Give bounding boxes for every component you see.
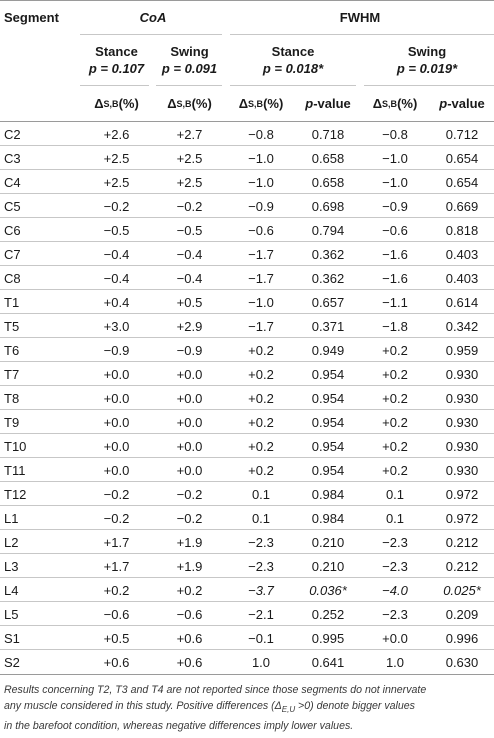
pvalue-rest: -value xyxy=(313,96,351,111)
coa-stance-cell: +0.0 xyxy=(103,462,130,478)
delta-unit: (%) xyxy=(191,96,212,111)
coa-swing-cell: +0.0 xyxy=(176,366,203,382)
fwhm-stance-pvalue-cell: 0.210 xyxy=(311,558,345,574)
fwhm-stance-pvalue-cell: 0.371 xyxy=(311,318,345,334)
coa-swing-cell: +1.9 xyxy=(176,534,203,550)
segment-cell: L4 xyxy=(4,582,19,598)
coa-stance-cell: +0.0 xyxy=(103,438,130,454)
coa-stance-cell: +1.7 xyxy=(103,534,130,550)
fwhm-swing-pvalue-cell: 0.403 xyxy=(445,270,479,286)
segment-cell: S1 xyxy=(4,630,20,646)
segment-cell: C8 xyxy=(4,270,21,286)
coa-swing-header xyxy=(153,35,226,85)
coa-swing-cell: +0.6 xyxy=(176,654,203,670)
segment-cell: C6 xyxy=(4,222,21,238)
fwhm-swing-delta-cell: −1.6 xyxy=(382,270,408,286)
fwhm-swing-pvalue-cell: 0.930 xyxy=(445,366,479,382)
table-row xyxy=(0,410,494,434)
fwhm-stance-delta-cell: +0.2 xyxy=(248,462,274,478)
table-row xyxy=(0,458,494,482)
delta-sub: S,B xyxy=(382,98,398,109)
fwhm-swing-header xyxy=(360,35,494,85)
fwhm-swing-delta-cell: +0.2 xyxy=(382,390,408,406)
segment-cell: T8 xyxy=(4,390,20,406)
fwhm-swing-delta-cell: −1.0 xyxy=(382,150,408,166)
fwhm-swing-pvalue-cell: 0.712 xyxy=(445,126,479,142)
pvalue-p: p xyxy=(439,96,448,111)
coa-stance-cell: +1.7 xyxy=(103,558,130,574)
fwhm-stance-pvalue-cell: 0.995 xyxy=(311,630,345,646)
coa-swing-cell: +0.0 xyxy=(176,414,203,430)
table-row xyxy=(0,602,494,626)
segment-cell: T6 xyxy=(4,342,20,358)
coa-header: CoA xyxy=(139,10,167,25)
coa-swing-cell: +0.2 xyxy=(176,582,203,598)
caption-line-2b: >0) denote bigger values xyxy=(295,700,415,712)
coa-stance-cell: +2.6 xyxy=(103,126,130,142)
fwhm-swing-delta-cell: 1.0 xyxy=(385,654,405,670)
segment-cell: T9 xyxy=(4,414,20,430)
delta-sub: S,B xyxy=(176,98,192,109)
coa-stance-cell: +0.0 xyxy=(103,366,130,382)
fwhm-stance-pvalue: p = 0.018* xyxy=(262,61,324,76)
fwhm-swing-pvalue-cell: 0.654 xyxy=(445,174,479,190)
fwhm-swing-delta-cell: −4.0 xyxy=(382,582,408,598)
fwhm-stance-pvalue-cell: 0.362 xyxy=(311,270,345,286)
segment-cell: T5 xyxy=(4,318,20,334)
segment-header: Segment xyxy=(4,10,59,25)
coa-stance-cell: −0.2 xyxy=(103,510,130,526)
table-row xyxy=(0,290,494,314)
coa-stance-cell: −0.5 xyxy=(103,222,130,238)
fwhm-stance-delta-cell: −1.0 xyxy=(248,150,274,166)
delta-symbol: Δ xyxy=(94,96,104,111)
fwhm-swing-pvalue-cell: 0.342 xyxy=(445,318,479,334)
fwhm-stance-delta-cell: −2.1 xyxy=(248,606,274,622)
fwhm-stance-pvalue-cell: 0.984 xyxy=(311,510,345,526)
table-row xyxy=(0,194,494,218)
table-caption xyxy=(4,682,492,734)
coa-stance-cell: +0.0 xyxy=(103,390,130,406)
table-row xyxy=(0,506,494,530)
coa-stance-cell: −0.4 xyxy=(103,270,130,286)
fwhm-swing-delta-cell: −0.6 xyxy=(382,222,408,238)
table-row xyxy=(0,554,494,578)
fwhm-swing-pvalue-cell: 0.669 xyxy=(445,198,479,214)
segment-cell: S2 xyxy=(4,654,20,670)
caption-line-3: in the barefoot condition, whereas negative differences imply lower values. xyxy=(4,720,354,733)
fwhm-swing-pvalue: p = 0.019* xyxy=(396,61,458,76)
segment-cell: C2 xyxy=(4,126,21,142)
fwhm-stance-delta-cell: +0.2 xyxy=(248,414,274,430)
table-row xyxy=(0,362,494,386)
fwhm-stance-pvalue-cell: 0.036* xyxy=(309,582,347,598)
fwhm-swing-delta-cell: +0.2 xyxy=(382,342,408,358)
fwhm-swing-pvalue-cell: 0.930 xyxy=(445,414,479,430)
fwhm-stance-pvalue-cell: 0.794 xyxy=(311,222,345,238)
coa-stance-pvalue: p = 0.107 xyxy=(88,61,145,76)
fwhm-stance-delta-cell: −3.7 xyxy=(248,582,274,598)
segment-cell: C4 xyxy=(4,174,21,190)
fwhm-stance-pvalue-cell: 0.718 xyxy=(311,126,345,142)
fwhm-swing-delta-cell: +0.0 xyxy=(382,630,408,646)
delta-symbol: Δ xyxy=(238,96,249,111)
caption-line-1: Results concerning T2, T3 and T4 are not reported since those segments do not innervate xyxy=(4,684,427,696)
fwhm-stance-delta-cell: −0.8 xyxy=(248,126,274,142)
fwhm-swing-pvalue-cell: 0.654 xyxy=(445,150,479,166)
fwhm-stance-pvalue-cell: 0.658 xyxy=(311,150,345,166)
coa-stance-cell: −0.9 xyxy=(103,342,130,358)
fwhm-stance-delta-cell: −1.0 xyxy=(248,294,274,310)
segment-cell: C3 xyxy=(4,150,21,166)
segment-cell: T11 xyxy=(4,462,26,478)
fwhm-swing-pvalue-cell: 0.930 xyxy=(445,438,479,454)
table-row xyxy=(0,650,494,674)
coa-swing-cell: −0.6 xyxy=(176,606,203,622)
coa-swing-cell: −0.2 xyxy=(176,510,203,526)
segment-cell: T1 xyxy=(4,294,20,310)
fwhm-stance-delta-cell: −0.9 xyxy=(248,198,274,214)
coa-swing-delta-header xyxy=(153,86,226,121)
coa-swing-cell: +0.0 xyxy=(176,462,203,478)
fwhm-stance-pvalue-cell: 0.984 xyxy=(311,486,345,502)
coa-stance-cell: −0.2 xyxy=(103,486,130,502)
coa-swing-cell: +2.9 xyxy=(176,318,203,334)
fwhm-stance-pvalue-cell: 0.954 xyxy=(311,366,345,382)
coa-swing-cell: +2.5 xyxy=(176,150,203,166)
fwhm-stance-delta-cell: +0.2 xyxy=(248,438,274,454)
fwhm-stance-delta-header xyxy=(226,86,296,121)
coa-stance-cell: −0.4 xyxy=(103,246,130,262)
coa-stance-header xyxy=(80,35,153,85)
coa-swing-cell: −0.5 xyxy=(176,222,203,238)
coa-swing-cell: −0.4 xyxy=(176,270,203,286)
fwhm-stance-pvalue-cell: 0.954 xyxy=(311,390,345,406)
fwhm-stance-delta-cell: −1.7 xyxy=(248,270,274,286)
segment-cell: C5 xyxy=(4,198,21,214)
fwhm-swing-delta-cell: −2.3 xyxy=(382,606,408,622)
fwhm-stance-pvalue-cell: 0.954 xyxy=(311,462,345,478)
table-row xyxy=(0,170,494,194)
delta-unit: (%) xyxy=(263,96,284,111)
fwhm-stance-delta-cell: +0.2 xyxy=(248,366,274,382)
coa-stance-cell: +0.0 xyxy=(103,414,130,430)
coa-stance-cell: +2.5 xyxy=(103,150,130,166)
coa-stance-cell: +0.6 xyxy=(103,654,130,670)
delta-unit: (%) xyxy=(118,96,139,111)
fwhm-swing-delta-cell: −2.3 xyxy=(382,534,408,550)
fwhm-header: FWHM xyxy=(339,10,381,25)
fwhm-swing-delta-cell: +0.2 xyxy=(382,414,408,430)
segment-cell: C7 xyxy=(4,246,21,262)
coa-swing-cell: +2.7 xyxy=(176,126,203,142)
fwhm-swing-pvalue-cell: 0.972 xyxy=(445,486,479,502)
fwhm-swing-delta-cell: −1.6 xyxy=(382,246,408,262)
fwhm-swing-delta-header xyxy=(360,86,430,121)
fwhm-swing-pvalue-cell: 0.818 xyxy=(445,222,479,238)
fwhm-swing-pvalue-cell: 0.025* xyxy=(443,582,481,598)
fwhm-stance-pvalue-cell: 0.658 xyxy=(311,174,345,190)
coa-stance-cell: +0.2 xyxy=(103,582,130,598)
table-row xyxy=(0,482,494,506)
fwhm-swing-pvalue-cell: 0.959 xyxy=(445,342,479,358)
coa-stance-cell: +0.5 xyxy=(103,630,130,646)
coa-swing-cell: +0.6 xyxy=(176,630,203,646)
fwhm-stance-pvalue-header xyxy=(296,86,360,121)
segment-cell: L3 xyxy=(4,558,19,574)
table-row xyxy=(0,266,494,290)
segment-cell: L2 xyxy=(4,534,19,550)
pvalue-rest: -value xyxy=(447,96,485,111)
coa-swing-pvalue: p = 0.091 xyxy=(161,61,218,76)
coa-stance-label: Stance xyxy=(95,44,138,59)
fwhm-swing-delta-cell: +0.2 xyxy=(382,366,408,382)
fwhm-stance-delta-cell: −2.3 xyxy=(248,534,274,550)
fwhm-stance-delta-cell: +0.2 xyxy=(248,342,274,358)
table-row xyxy=(0,578,494,602)
delta-symbol: Δ xyxy=(372,96,383,111)
fwhm-swing-pvalue-cell: 0.403 xyxy=(445,246,479,262)
fwhm-stance-pvalue-cell: 0.698 xyxy=(311,198,345,214)
fwhm-stance-pvalue-cell: 0.949 xyxy=(311,342,345,358)
fwhm-stance-delta-cell: −2.3 xyxy=(248,558,274,574)
table-row xyxy=(0,314,494,338)
coa-swing-cell: −0.2 xyxy=(176,198,203,214)
segment-cell: T12 xyxy=(4,486,27,502)
fwhm-stance-label: Stance xyxy=(271,44,315,59)
header-row-3 xyxy=(0,86,494,121)
fwhm-stance-delta-cell: −1.0 xyxy=(248,174,274,190)
fwhm-swing-delta-cell: −1.1 xyxy=(382,294,408,310)
coa-swing-cell: +0.0 xyxy=(176,390,203,406)
coa-swing-label: Swing xyxy=(170,44,209,59)
table-row xyxy=(0,122,494,146)
fwhm-stance-pvalue-cell: 0.362 xyxy=(311,246,345,262)
fwhm-stance-delta-cell: −1.7 xyxy=(248,318,274,334)
fwhm-swing-pvalue-header xyxy=(430,86,494,121)
header-row-2 xyxy=(0,35,494,85)
coa-swing-cell: −0.2 xyxy=(176,486,203,502)
delta-sub: S,B xyxy=(248,98,264,109)
fwhm-swing-delta-cell: +0.2 xyxy=(382,438,408,454)
caption-line-2: any muscle considered in this study. Positive differences (Δ xyxy=(4,700,282,712)
fwhm-stance-delta-cell: 0.1 xyxy=(251,510,271,526)
table-row xyxy=(0,146,494,170)
fwhm-stance-pvalue-cell: 0.252 xyxy=(311,606,345,622)
fwhm-swing-delta-cell: −1.0 xyxy=(382,174,408,190)
fwhm-stance-pvalue-cell: 0.657 xyxy=(311,294,345,310)
fwhm-swing-pvalue-cell: 0.212 xyxy=(445,534,479,550)
delta-unit: (%) xyxy=(397,96,418,111)
delta-symbol: Δ xyxy=(167,96,177,111)
coa-stance-cell: +0.4 xyxy=(103,294,130,310)
fwhm-swing-pvalue-cell: 0.212 xyxy=(445,558,479,574)
coa-stance-cell: +2.5 xyxy=(103,174,130,190)
coa-stance-cell: +3.0 xyxy=(103,318,130,334)
table-row xyxy=(0,434,494,458)
segment-cell: T7 xyxy=(4,366,20,382)
fwhm-swing-delta-cell: 0.1 xyxy=(385,486,405,502)
fwhm-stance-delta-cell: −1.7 xyxy=(248,246,274,262)
fwhm-stance-delta-cell: −0.6 xyxy=(248,222,274,238)
fwhm-swing-delta-cell: −0.8 xyxy=(382,126,408,142)
table-row xyxy=(0,218,494,242)
fwhm-swing-pvalue-cell: 0.996 xyxy=(445,630,479,646)
fwhm-swing-pvalue-cell: 0.930 xyxy=(445,462,479,478)
segment-cell: L1 xyxy=(4,510,19,526)
fwhm-stance-delta-cell: +0.2 xyxy=(248,390,274,406)
pvalue-p: p xyxy=(305,96,314,111)
table-row xyxy=(0,338,494,362)
table-row xyxy=(0,242,494,266)
fwhm-stance-delta-cell: 1.0 xyxy=(251,654,271,670)
fwhm-stance-header xyxy=(226,35,360,85)
fwhm-stance-pvalue-cell: 0.954 xyxy=(311,414,345,430)
fwhm-swing-pvalue-cell: 0.614 xyxy=(445,294,479,310)
fwhm-swing-delta-cell: −1.8 xyxy=(382,318,408,334)
caption-sub: E,U xyxy=(281,705,296,715)
header-row-1 xyxy=(0,1,494,34)
fwhm-swing-delta-cell: +0.2 xyxy=(382,462,408,478)
coa-swing-cell: +0.5 xyxy=(176,294,203,310)
fwhm-swing-delta-cell: −2.3 xyxy=(382,558,408,574)
table-row xyxy=(0,530,494,554)
coa-swing-cell: −0.4 xyxy=(176,246,203,262)
coa-swing-cell: +1.9 xyxy=(176,558,203,574)
fwhm-stance-delta-cell: 0.1 xyxy=(251,486,271,502)
segment-cell: T10 xyxy=(4,438,27,454)
fwhm-stance-pvalue-cell: 0.641 xyxy=(311,654,345,670)
table-row xyxy=(0,386,494,410)
fwhm-stance-delta-cell: −0.1 xyxy=(248,630,274,646)
fwhm-swing-pvalue-cell: 0.209 xyxy=(445,606,479,622)
fwhm-swing-delta-cell: −0.9 xyxy=(382,198,408,214)
segment-cell: L5 xyxy=(4,606,19,622)
coa-swing-cell: +0.0 xyxy=(176,438,203,454)
fwhm-swing-label: Swing xyxy=(407,44,447,59)
fwhm-swing-pvalue-cell: 0.930 xyxy=(445,390,479,406)
fwhm-swing-pvalue-cell: 0.630 xyxy=(445,654,479,670)
coa-swing-cell: +2.5 xyxy=(176,174,203,190)
fwhm-swing-delta-cell: 0.1 xyxy=(385,510,405,526)
coa-stance-cell: −0.6 xyxy=(103,606,130,622)
coa-stance-cell: −0.2 xyxy=(103,198,130,214)
fwhm-stance-pvalue-cell: 0.210 xyxy=(311,534,345,550)
coa-swing-cell: −0.9 xyxy=(176,342,203,358)
coa-stance-delta-header xyxy=(80,86,153,121)
delta-sub: S,B xyxy=(103,98,119,109)
table-row xyxy=(0,626,494,650)
fwhm-swing-pvalue-cell: 0.972 xyxy=(445,510,479,526)
table-bottom-rule xyxy=(0,674,494,675)
fwhm-stance-pvalue-cell: 0.954 xyxy=(311,438,345,454)
